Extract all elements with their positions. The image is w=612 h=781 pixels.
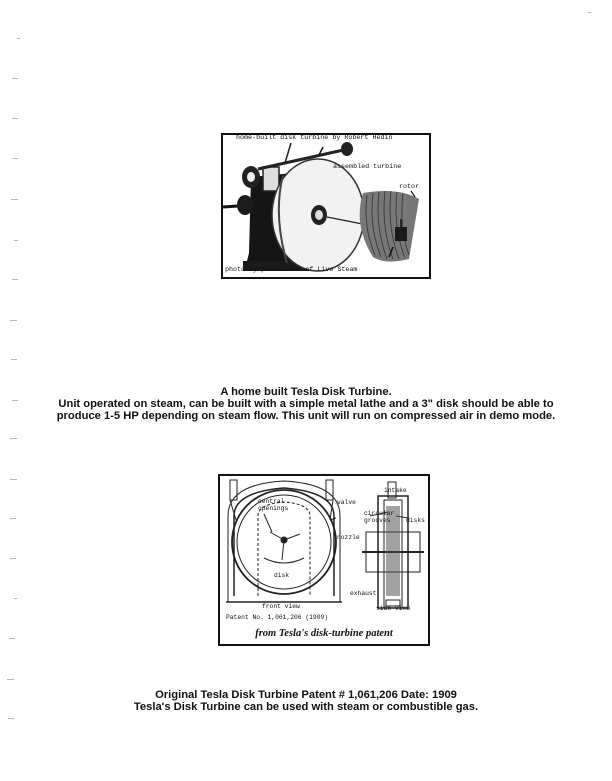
- turbine-photo-figure: [221, 133, 431, 279]
- exhaust-label: exhaust: [350, 590, 377, 597]
- turbine-photo-image: [223, 135, 429, 277]
- patent-number-label: Patent No. 1,061,206 (1909): [226, 614, 329, 621]
- photo-caption-line-2: Unit operated on steam, can be built with a simple metal lathe and a 3" disk should be able to: [58, 398, 554, 410]
- patent-caption-line-2: Tesla's Disk Turbine can be used with steam or combustible gas.: [133, 701, 479, 713]
- disks-label: disks: [406, 517, 425, 524]
- photo-credit-label: photo by permission of Live Steam: [225, 266, 358, 274]
- photo-title-label: home-built disk turbine by Robert Hedin: [236, 134, 393, 142]
- disk-label: disk: [274, 572, 290, 579]
- photo-caption-title: A home built Tesla Disk Turbine.: [220, 386, 392, 398]
- patent-figure-title: from Tesla's disk-turbine patent: [255, 628, 393, 639]
- nozzle-label: nozzle: [337, 534, 360, 541]
- photo-caption-line-3: produce 1-5 HP depending on steam flow. This unit will run on compressed air in demo mode.: [56, 410, 556, 422]
- rotor-label: rotor: [399, 183, 420, 191]
- patent-caption-line-1: Original Tesla Disk Turbine Patent # 1,061,206 Date: 1909: [155, 689, 457, 701]
- intake-label: intake: [384, 487, 407, 494]
- central-openings-label-1: central: [258, 498, 285, 505]
- front-view-label: front view: [262, 603, 300, 610]
- circular-grooves-label-1: circular: [364, 510, 395, 517]
- assembled-turbine-label: assembled turbine: [333, 163, 402, 171]
- side-view-label: side view: [376, 605, 411, 612]
- patent-drawing-figure: [218, 474, 430, 646]
- circular-grooves-label-2: grooves: [364, 517, 391, 524]
- valve-label: valve: [337, 499, 356, 506]
- central-openings-label-2: openings: [258, 505, 289, 512]
